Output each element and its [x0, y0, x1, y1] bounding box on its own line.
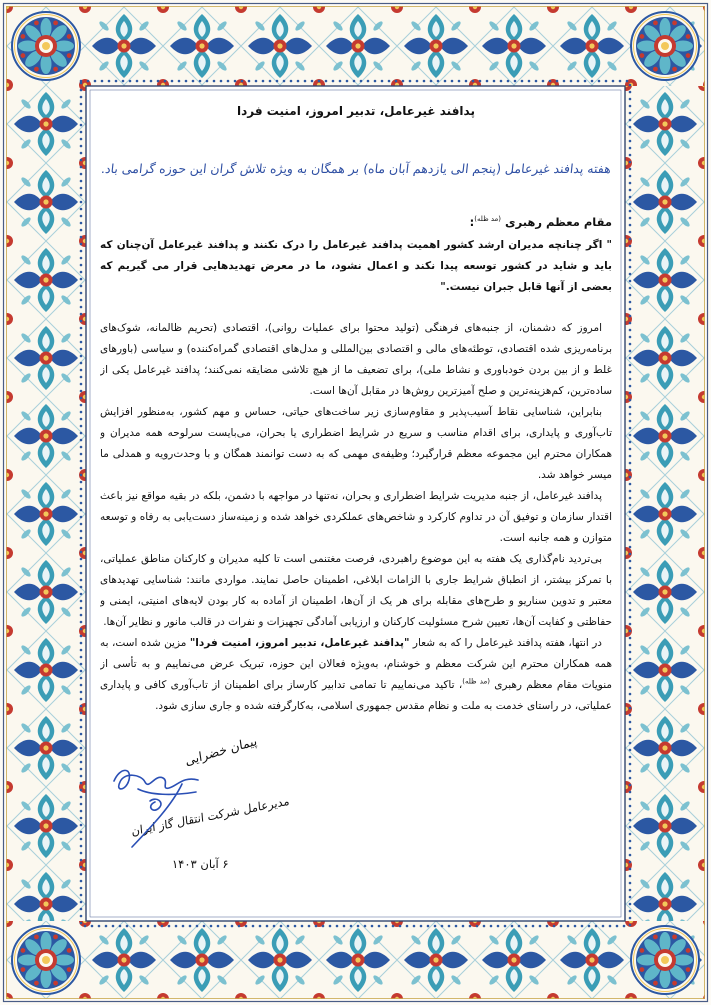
leader-honorific: (مد ظله): [474, 215, 502, 224]
paragraph: پدافند غیرعامل، از جنبه مدیریت شرایط اضطراری و بحران، نه‌تنها در مواجهه با دشمن، بلکه در بقیه مواقع نیز باعث اقتدار سازمان و توفیق آن در تداوم کارکرد و شاخص‌های عملکردی خواهد شده و زمینه‌ساز دست‌یابی به رفاه و توسعه متوازن و همه جانبه است.: [100, 490, 612, 544]
closing-honorific: (مد ظله): [462, 677, 490, 686]
paragraph: بنابراین، شناسایی نقاط آسیب‌پذیر و مقاوم‌سازی زیر ساخت‌های حیاتی، حساس و مهم کشور، به‌منظور افزایش تاب‌آوری و پایداری، برای اقدام مناسب و سریع در شرایط اضطراری یا بحران، می‌بایست سرلوحه همه مدیران و همکاران محترم این مجموعه معظم قرارگیرد؛ وظیفه‌ی مهمی که به دست توانمند همگان و با وحدت‌رویه و همدلی ما میسر خواهد شد.: [100, 406, 612, 481]
closing-paragraph: [100, 633, 612, 717]
border-band-top: [6, 6, 705, 86]
closing-text: در انتها، هفته پدافند غیرعامل را که به شعار: [409, 637, 602, 649]
signatory-title: مدیرعامل شرکت انتقال گاز ایران: [130, 793, 290, 839]
paragraph: امروز که دشمنان، از جنبه‌های فرهنگی (تولید محتوا برای عملیات روانی)، اقتصادی (تحریم ظالمانه، شوک‌های برنامه‌ریزی شده اقتصادی، توطئه‌های مالی و اقتصادی بین‌المللی و مدل‌های اقتصادی گمراه‌کننده) و سیاسی (باورهای غلط و از بین بردن خودباوری و نشاط ملی)، برای تضعیف ما از هیچ تلاشی مضایقه نمی‌کنند؛ پدافند غیرعامل یکی از ساده‌ترین، کم‌هزینه‌ترین و صلح آمیزترین روش‌ها در مقابل آن‌ها است.: [100, 322, 612, 397]
border-band-left: [6, 86, 86, 921]
leader-colon: :: [469, 215, 475, 229]
letter-title: پدافند غیرعامل، تدبیر امروز، امنیت فردا: [237, 104, 475, 118]
signature-block: [110, 729, 290, 879]
leader-heading: [100, 212, 612, 232]
closing-text: ، تاکید می‌نماییم تا تمامی تدابیر کارساز برای اطمینان از تاب‌آوری کافی و پایداری عملیاتی، در راستای خدمت به ملت و نظام مقدس جمهوری اسلامی، به‌کارگرفته شده و جاری سازی شود.: [100, 679, 612, 712]
border-band-bottom: [6, 921, 705, 999]
week-greeting: هفته پدافند غیرعامل (پنجم الی یازدهم آبان ماه) بر همگان به ویژه تلاش گران این حوزه گرامی باد.: [100, 161, 612, 176]
corner-medallion-bottom-right: [631, 926, 699, 994]
signatory-name: پیمان خضرایی: [184, 732, 258, 769]
leader-title: مقام معظم رهبری: [501, 215, 612, 229]
letter-content: [100, 94, 612, 912]
border-band-right: [625, 86, 705, 921]
corner-medallion-top-left: [12, 12, 80, 80]
leader-quote: " اگر چنانچه مدیران ارشد کشور اهمیت پدافند غیرعامل را درک نکنند و پدافند غیرعامل آن‌چنان که باید و شاید در کشور توسعه پیدا نکند و اعمال نشود، ما در معرض تهدیدهایی قرار می گیریم که بعضی از آنها قابل جبران نیست.": [100, 239, 612, 293]
signature-date: ۶ آبان ۱۴۰۳: [172, 857, 229, 871]
corner-medallion-top-right: [631, 12, 699, 80]
handwritten-signature: [110, 765, 202, 851]
paragraph: بی‌تردید نام‌گذاری یک هفته به این موضوع راهبردی، فرصت مغتنمی است تا کلیه مدیران و کارکنان مناطق عملیاتی، با تمرکز بیشتر، از انطباق شرایط جاری با الزامات ابلاغی، اطمینان حاصل نمایند. مواردی مانند: شناسایی تهدیدهای معتبر و تدوین سناریو و طرح‌های مقابله برای هر یک از آن‌ها، اطمینان از آماده به کار بودن لایه‌های امنیتی، ایمنی و حفاظتی و کفایت آن‌ها، تعیین شرح مسئولیت کارکنان و ارزیابی آمادگی تجهیزات و نفرات در قالب مانور و نظایر آن‌ها.: [100, 553, 612, 628]
closing-text: مزین شده است، به همه همکاران محترم این شرکت معظم و خوشنام، به‌ویژه فعالان این حوزه، تبریک عرض می‌نماییم و به تأسی از منویات مقام معظم رهبری: [100, 637, 612, 691]
slogan: "پدافند غیرعامل، تدبیر امروز، امنیت فردا": [189, 637, 410, 649]
corner-medallion-bottom-left: [12, 926, 80, 994]
letter-body: [100, 318, 612, 717]
